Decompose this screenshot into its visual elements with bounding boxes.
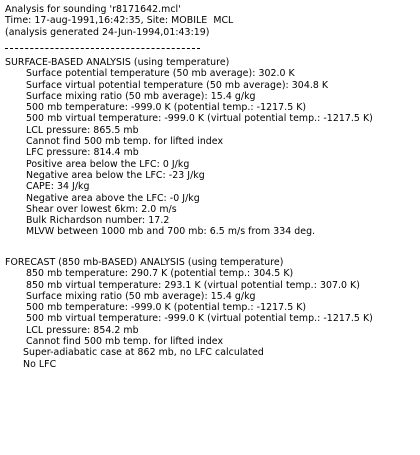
forecast-note: Super-adiabatic case at 862 mb, no LFC calculated (23, 347, 264, 359)
report-title: Analysis for sounding 'r8171642.mcl' (5, 4, 181, 15)
surface-line: Negative area below the LFC: -23 J/kg (26, 169, 205, 181)
surface-line: LCL pressure: 865.5 mb (26, 124, 139, 136)
surface-line: LFC pressure: 814.4 mb (26, 147, 139, 159)
forecast-note: No LFC (23, 358, 57, 370)
surface-line: Surface mixing ratio (50 mb average): 15.4 g/kg (26, 90, 256, 102)
forecast-section-title: FORECAST (850 mb-BASED) ANALYSIS (using temperature) (5, 257, 284, 268)
surface-line: Surface potential temperature (50 mb average): 302.0 K (26, 68, 295, 80)
forecast-analysis-section (5, 257, 373, 370)
surface-line: Shear over lowest 6km: 2.0 m/s (26, 203, 177, 215)
surface-line: Cannot find 500 mb temp. for lifted index (26, 136, 224, 148)
forecast-line: LCL pressure: 854.2 mb (26, 324, 139, 336)
forecast-line: 500 mb virtual temperature: -999.0 K (virtual potential temp.: -1217.5 K) (26, 313, 373, 325)
surface-line: 500 mb temperature: -999.0 K (potential temp.: -1217.5 K) (26, 102, 307, 114)
report-generated: (analysis generated 24-Jun-1994,01:43:19) (5, 26, 210, 38)
forecast-line: 850 mb virtual temperature: 293.1 K (virtual potential temp.: 307.0 K) (26, 279, 360, 291)
forecast-line: 850 mb temperature: 290.7 K (potential temp.: 304.5 K) (26, 268, 294, 280)
surface-line: CAPE: 34 J/kg (26, 181, 90, 193)
surface-analysis-section (5, 57, 373, 238)
surface-line: Positive area below the LFC: 0 J/kg (26, 158, 190, 170)
surface-line: 500 mb virtual temperature: -999.0 K (virtual potential temp.: -1217.5 K) (26, 113, 373, 125)
header-divider (5, 48, 200, 49)
surface-line: Bulk Richardson number: 17.2 (26, 215, 170, 227)
surface-line: Negative area above the LFC: -0 J/kg (26, 192, 200, 204)
report-time-site: Time: 17-aug-1991,16:42:35, Site: MOBILE MCL (5, 15, 234, 27)
surface-section-title: SURFACE-BASED ANALYSIS (using temperature) (5, 57, 230, 68)
forecast-line: Surface mixing ratio (50 mb average): 15.4 g/kg (26, 290, 256, 302)
forecast-line: 500 mb temperature: -999.0 K (potential temp.: -1217.5 K) (26, 302, 307, 314)
forecast-line: Cannot find 500 mb temp. for lifted index (26, 336, 224, 348)
report-header (5, 4, 233, 38)
surface-line: Surface virtual potential temperature (50 mb average): 304.8 K (26, 79, 329, 91)
surface-line: MLVW between 1000 mb and 700 mb: 6.5 m/s from 334 deg. (26, 226, 316, 238)
